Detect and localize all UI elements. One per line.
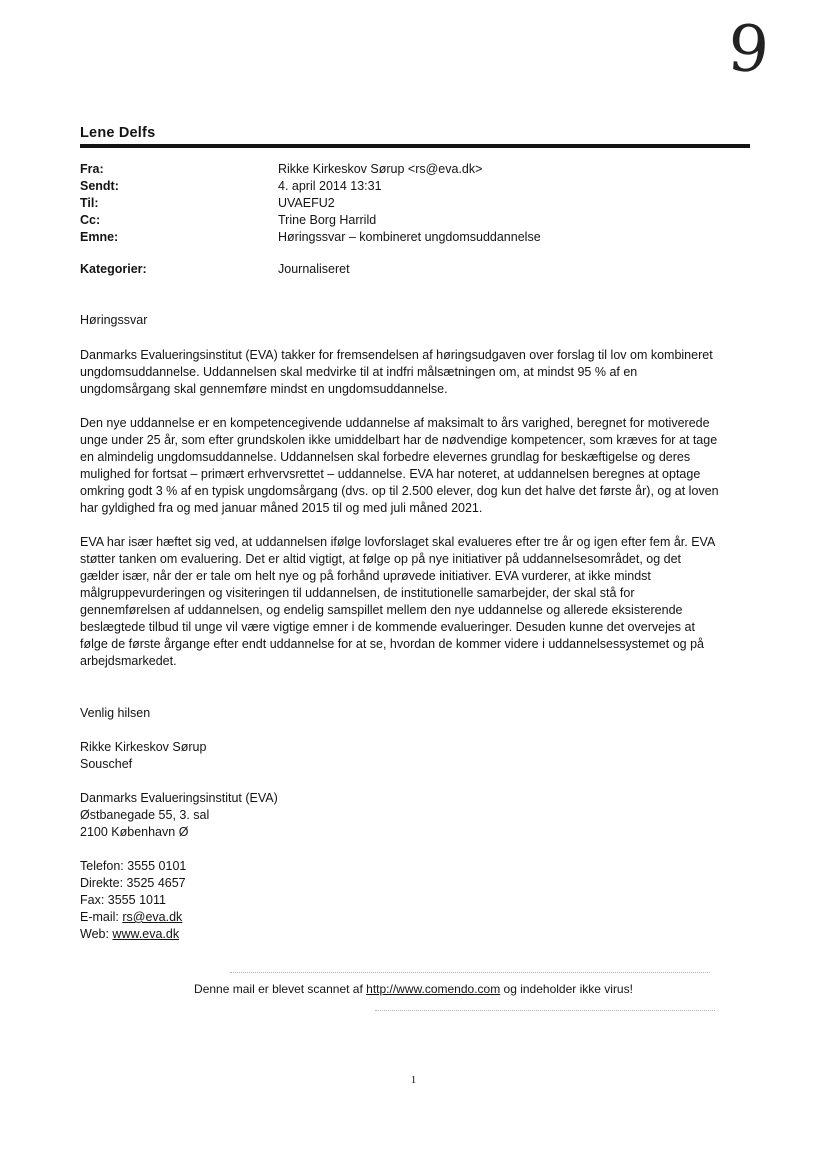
paragraph-line: omkring godt 3 % af en typisk ungdomsårgang (dvs. op til 2.500 elever, dog kun det halve det første år), og at loven (80, 484, 719, 498)
paragraph-line: arbejdsmarkedet. (80, 654, 177, 668)
header-row-sent (80, 178, 750, 195)
virus-scan-notice (0, 982, 827, 997)
to-label: Til: (80, 196, 99, 210)
signature-fax: Fax: 3555 1011 (80, 893, 166, 907)
signature-city: 2100 København Ø (80, 825, 189, 839)
paragraph-line: beslægtede tilbud til unge vil være vigtige emner i de kommende evalueringer. Desuden kunne det overvejes at (80, 620, 695, 634)
subject-label: Emne: (80, 230, 119, 244)
comendo-link[interactable]: http://www.comendo.com (366, 982, 501, 996)
paragraph-3 (80, 534, 748, 670)
sender-name: Lene Delfs (80, 125, 156, 141)
signature-address-block (80, 790, 748, 841)
paragraph-line: støtter tanken om evaluering. Det er altid vigtigt, at følge op på nye initiativer på uddannelsesområdet, og det (80, 552, 682, 566)
email-label: E-mail: (80, 910, 123, 924)
header-row-cc (80, 212, 750, 229)
header-rule (80, 144, 750, 148)
from-value: Rikke Kirkeskov Sørup <rs@eva.dk> (278, 162, 483, 176)
header-row-subject (80, 229, 750, 246)
cc-label: Cc: (80, 213, 101, 227)
handwritten-page-mark: 9 (725, 11, 772, 89)
paragraph-line: gennemførelsen af uddannelsen, og endelig samspillet mellem den nye uddannelse og allerede eksisterende (80, 603, 683, 617)
category-value: Journaliseret (278, 262, 350, 276)
paragraph-line: en almindelig ungdomsuddannelse. Uddannelsen skal forbedre elevernes grundlag for beskæftigelse og deres (80, 450, 691, 464)
paragraph-line: mulighed for fortsat – primært erhvervsrettet – uddannelse. EVA har noteret, at uddannelsen beregnes at optage (80, 467, 701, 481)
paragraph-line: gælder især, når der er tale om helt nye og på forhånd uprøvede initiativer. EVA vurderer, at ikke mindst (80, 569, 651, 583)
scan-notice-after: og indeholder ikke virus! (500, 982, 633, 996)
from-label: Fra: (80, 162, 104, 176)
paragraph-line: Den nye uddannelse er en kompetencegivende uddannelse af maksimalt to års varighed, beregnet for motiverede (80, 416, 710, 430)
paragraph-line: ungdomsuddannelse. Uddannelsen skal medvirke til at indfri målsætningen om, at mindst 95 % af en (80, 365, 638, 379)
paragraph-1 (80, 347, 748, 398)
web-link[interactable]: www.eva.dk (112, 927, 180, 941)
header-row-from (80, 161, 750, 178)
to-value: UVAEFU2 (278, 196, 335, 210)
signature-street: Østbanegade 55, 3. sal (80, 808, 210, 822)
paragraph-2 (80, 415, 748, 517)
scan-notice-before: Denne mail er blevet scannet af (194, 982, 367, 996)
page-number: 1 (410, 1074, 417, 1086)
scan-noise-top (230, 972, 710, 974)
body-subject: Høringssvar (80, 313, 148, 327)
subject-value: Høringssvar – kombineret ungdomsuddannelse (278, 230, 541, 244)
paragraph-line: målgruppevurderingen og visiteringen til uddannelsen, de institutionelle samarbejder, der skal stå for (80, 586, 635, 600)
paragraph-line: har gyldighed fra og med januar måned 2015 til og med juli måned 2021. (80, 501, 483, 515)
signature-organization: Danmarks Evalueringsinstitut (EVA) (80, 791, 278, 805)
cc-value: Trine Borg Harrild (278, 213, 377, 227)
sent-value: 4. april 2014 13:31 (278, 179, 382, 193)
paragraph-line: Danmarks Evalueringsinstitut (EVA) takker for fremsendelsen af høringsudgaven over forslag til lov om kombineret (80, 348, 713, 362)
signature-web-line (80, 926, 748, 943)
sent-label: Sendt: (80, 179, 119, 193)
scan-noise-bottom (375, 1010, 715, 1012)
web-label: Web: (80, 927, 113, 941)
paragraph-line: EVA har især hæftet sig ved, at uddannelsen ifølge lovforslaget skal evalueres efter tre år og igen efter fem år. EVA (80, 535, 716, 549)
paragraph-line: unge under 25 år, som efter grundskolen ikke umiddelbart har de nødvendige kompetencer, som kræves for at tage (80, 433, 718, 447)
header-row-to (80, 195, 750, 212)
category-label: Kategorier: (80, 262, 147, 276)
signature-email-line (80, 909, 748, 926)
signature-name-block (80, 739, 748, 773)
email-link[interactable]: rs@eva.dk (122, 910, 183, 924)
header-row-category (80, 261, 750, 278)
paragraph-line: følge de første årgange efter endt uddannelse for at se, hvordan de kommer videre i uddannelsessystemet og på (80, 637, 704, 651)
signature-phone: Telefon: 3555 0101 (80, 859, 187, 873)
signature-contact-block (80, 858, 748, 943)
signature-name: Rikke Kirkeskov Sørup (80, 740, 207, 754)
email-header (80, 161, 750, 278)
signature-title: Souschef (80, 757, 133, 771)
paragraph-line: ungdomsårgang skal gennemføre mindst en ungdomsuddannelse. (80, 382, 448, 396)
email-body (80, 312, 748, 943)
signature-direct: Direkte: 3525 4657 (80, 876, 186, 890)
closing-greeting: Venlig hilsen (80, 706, 151, 720)
header-gap (80, 246, 750, 261)
